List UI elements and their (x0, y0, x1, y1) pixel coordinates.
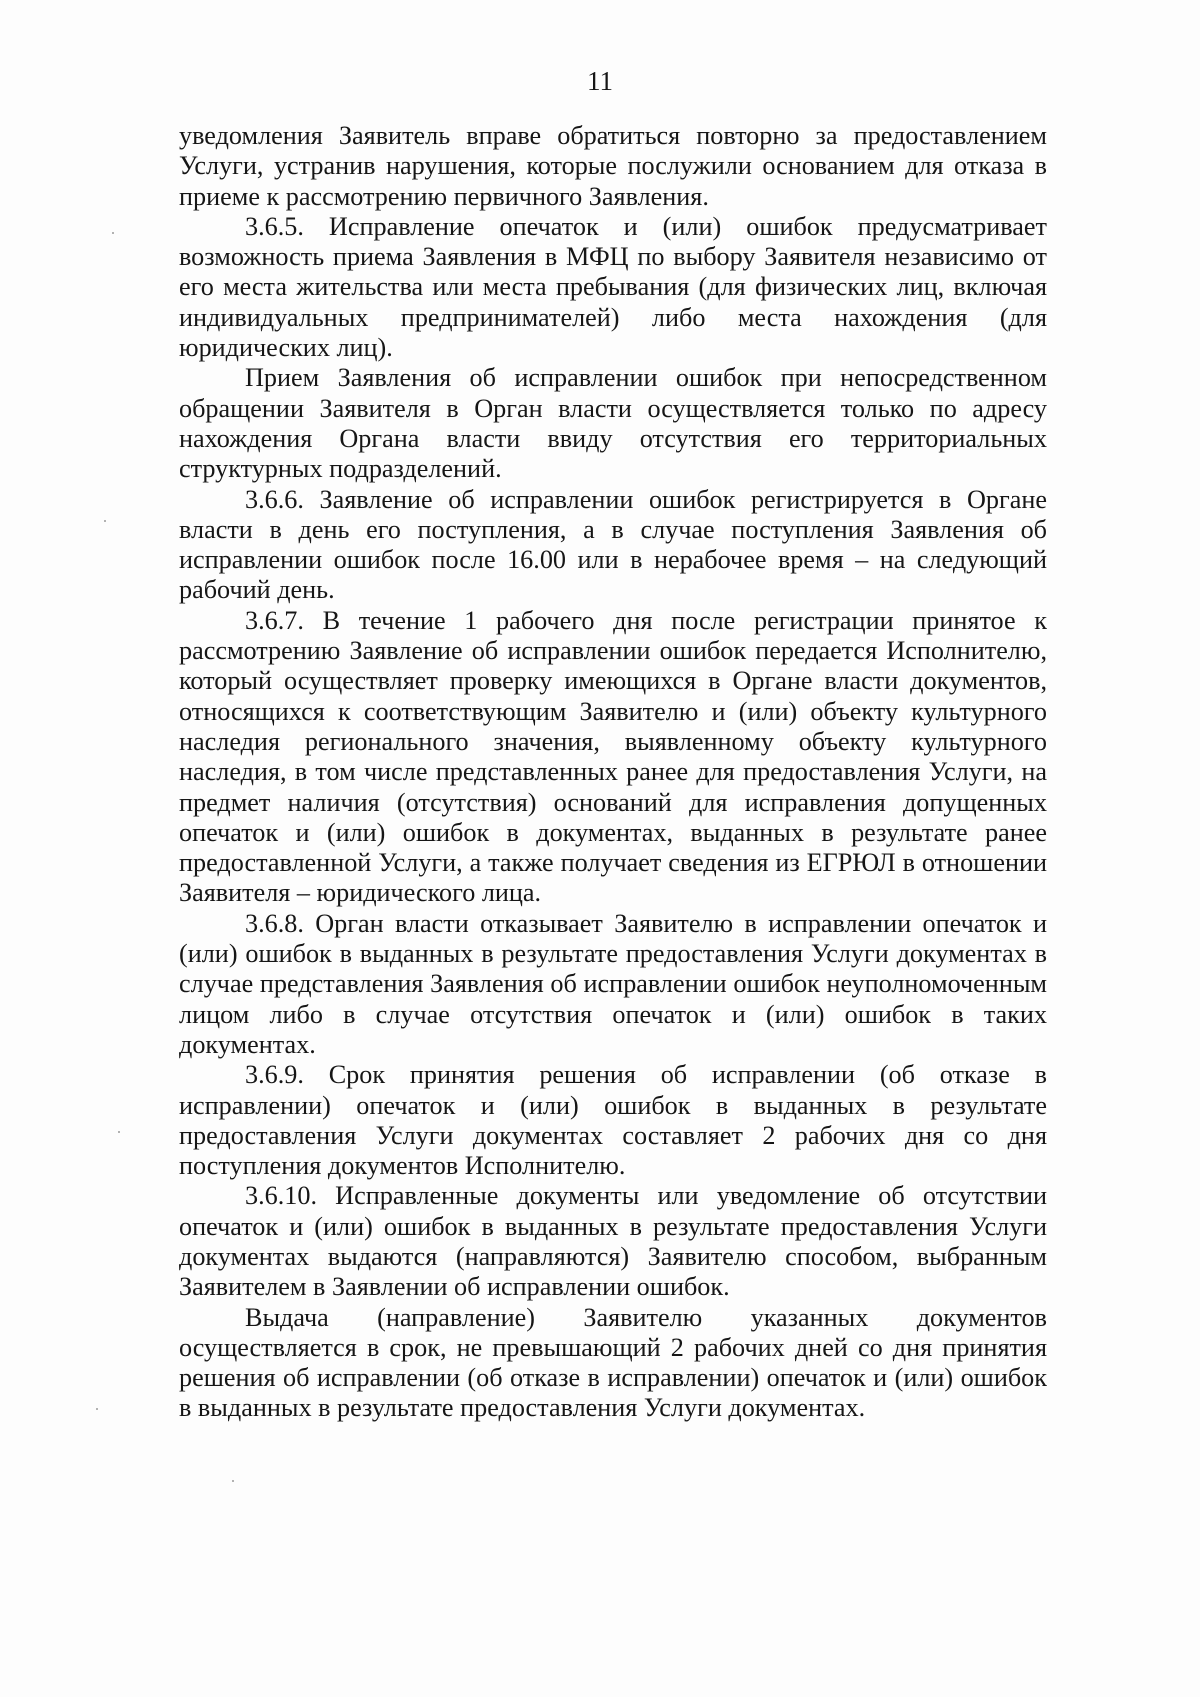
paragraph-continuation: уведомления Заявитель вправе обратиться повторно за предоставлением Услуги, устранив нарушения, которые послужили основанием для отказа в приеме к рассмотрению первичного Заявления. (179, 121, 1047, 211)
paragraph-3-6-6: 3.6.6. Заявление об исправлении ошибок регистрируется в Органе власти в день его поступления, а в случае поступления Заявления об исправлении ошибок после 16.00 или в нерабочее время – на следующий рабочий день. (179, 484, 1047, 605)
paragraph-3-6-8: 3.6.8. Орган власти отказывает Заявителю в исправлении опечаток и (или) ошибок в выданных в результате предоставления Услуги документах в случае представления Заявления об исправлении ошибок неуполномоченным лицом либо в случае отсутствия опечаток и (или) ошибок в таких документах. (179, 908, 1047, 1059)
paragraph-3-6-7: 3.6.7. В течение 1 рабочего дня после регистрации принятое к рассмотрению Заявление об исправлении ошибок передается Исполнителю, который осуществляет проверку имеющихся в Органе власти документов, относящихся к соответствующим Заявителю и (или) объекту культурного наследия регионального значения, выявленному объекту культурного наследия, в том числе представленных ранее для предоставления Услуги, на предмет наличия (отсутствия) оснований для исправления допущенных опечаток и (или) ошибок в документах, выданных в результате ранее предоставленной Услуги, а также получает сведения из ЕГРЮЛ в отношении Заявителя – юридического лица. (179, 605, 1047, 908)
page-number: 11 (587, 66, 613, 96)
scan-speck (232, 1480, 234, 1482)
scan-speck (118, 1131, 120, 1133)
document-body (179, 121, 1047, 1424)
scan-speck (104, 520, 106, 522)
scan-speck (96, 1408, 98, 1410)
paragraph-reception-rules: Прием Заявления об исправлении ошибок при непосредственном обращении Заявителя в Орган власти осуществляется только по адресу нахождения Органа власти ввиду отсутствия его территориальных структурных подразделений. (179, 363, 1047, 484)
paragraph-3-6-10: 3.6.10. Исправленные документы или уведомление об отсутствии опечаток и (или) ошибок в выданных в результате предоставления Услуги документах выдаются (направляются) Заявителю способом, выбранным Заявителем в Заявлении об исправлении ошибок. (179, 1181, 1047, 1302)
paragraph-3-6-5: 3.6.5. Исправление опечаток и (или) ошибок предусматривает возможность приема Заявления в МФЦ по выбору Заявителя независимо от его места жительства или места пребывания (для физических лиц, включая индивидуальных предпринимателей) либо места нахождения (для юридических лиц). (179, 211, 1047, 363)
paragraph-3-6-9: 3.6.9. Срок принятия решения об исправлении (об отказе в исправлении) опечаток и (или) ошибок в выданных в результате предоставления Услуги документах составляет 2 рабочих дня со дня поступления документов Исполнителю. (179, 1060, 1047, 1181)
paragraph-delivery-terms: Выдача (направление) Заявителю указанных документов осуществляется в срок, не превышающий 2 рабочих дней со дня принятия решения об исправлении (об отказе в исправлении) опечаток и (или) ошибок в выданных в результате предоставления Услуги документах. (179, 1302, 1047, 1423)
scan-speck (112, 232, 114, 234)
